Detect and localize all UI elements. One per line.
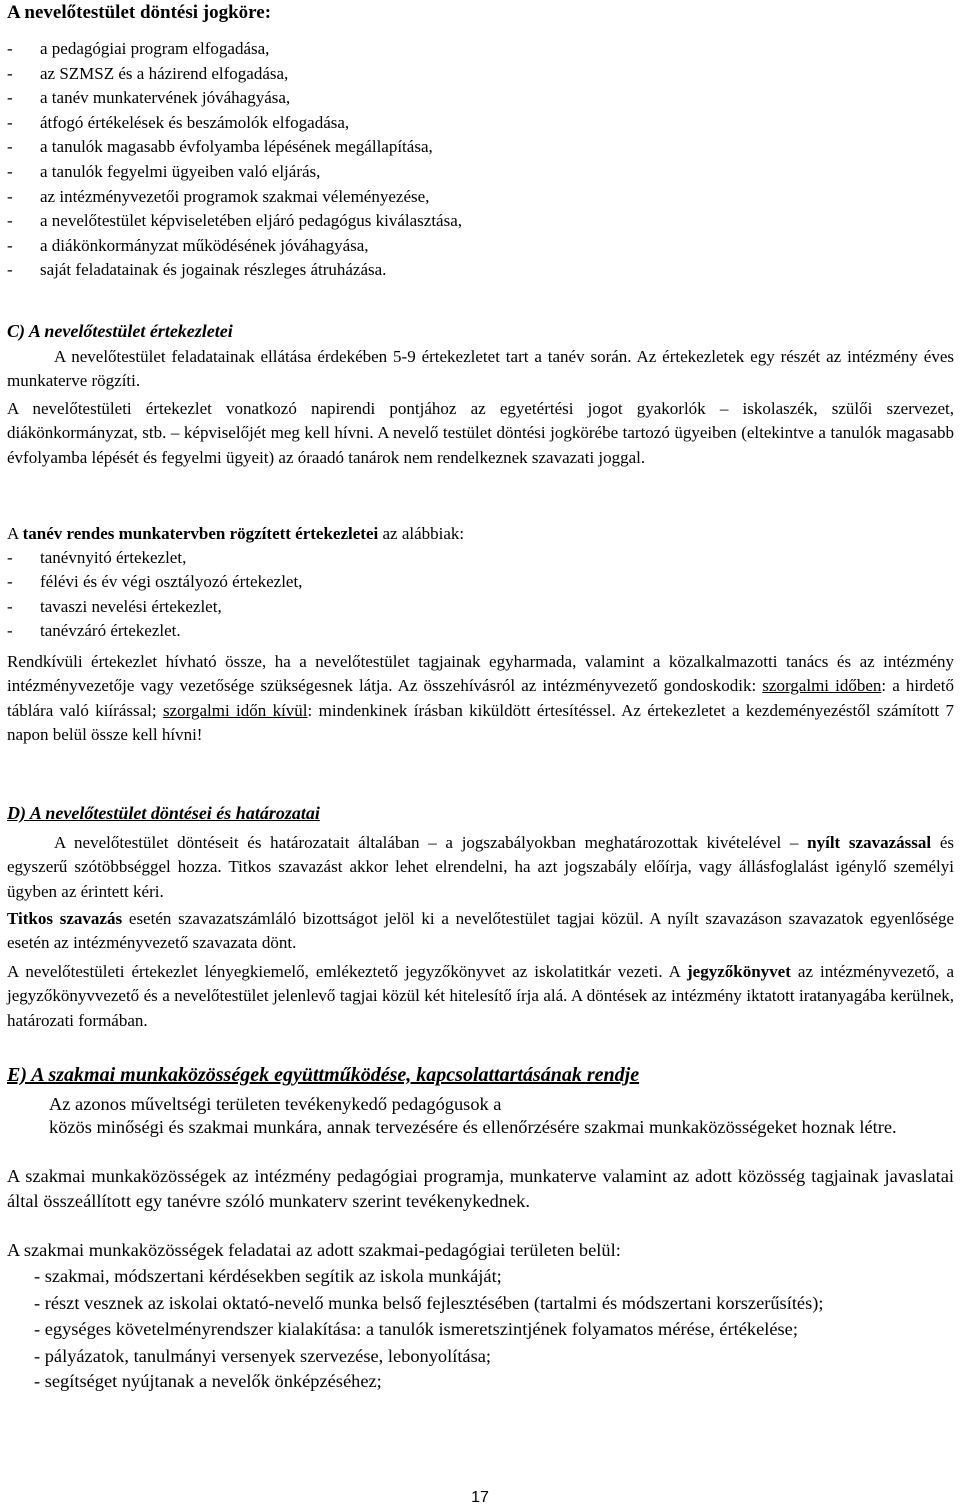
section-c-paragraph-3: A tanév rendes munkatervben rögzített értekezletei az alábbiak:	[7, 524, 465, 543]
section-e-line-1: Az azonos műveltségi területen tevékenykedő pedagógusok a	[49, 1094, 502, 1114]
list-item: - egységes követelményrendszer kialakítása: a tanulók ismeretszintjének folyamatos mérése, értékelése;	[34, 1319, 798, 1340]
list-item: - tavaszi nevelési értekezlet,	[7, 596, 222, 616]
list-item: - tanévzáró értekezlet.	[7, 621, 181, 641]
tasks-list	[7, 1264, 954, 1394]
section-d-title: D) A nevelőtestület döntései és határozatai	[7, 803, 320, 823]
list-item: - segítséget nyújtanak a nevelők önképzéséhez;	[34, 1371, 382, 1392]
meetings-list	[7, 546, 954, 644]
page-number: 17	[471, 1489, 489, 1506]
section-e-paragraph-3: A szakmai munkaközösségek feladatai az adott szakmai-pedagógiai területen belül:	[7, 1240, 621, 1260]
section-e-paragraph-1: közös minőségi és szakmai munkára, annak tervezésére és ellenőrzésére szakmai munkaközösségeket hoznak létre.	[49, 1117, 897, 1137]
list-item: - félévi és év végi osztályozó értekezlet,	[7, 572, 303, 592]
section-c-title: C) A nevelőtestület értekezletei	[7, 321, 233, 341]
decision-rights-heading: A nevelőtestület döntési jogköre:	[7, 2, 272, 23]
list-item: - részt vesznek az iskolai oktató-nevelő munka belső fejlesztésében (tartalmi és módszertani korszerűsítés);	[34, 1292, 824, 1313]
section-d-paragraph-2: Titkos szavazás esetén szavazatszámláló bizottságot jelöl ki a nevelőtestület tagjai közül. A nyílt szavazáson szavazatok egyenlősége esetén az intézményvezető szavazata dönt.	[7, 909, 955, 953]
list-item: - szakmai, módszertani kérdésekben segítik az iskola munkáját;	[34, 1266, 502, 1286]
section-c-paragraph-4: Rendkívüli értekezlet hívható össze, ha a nevelőtestület tagjainak egyharmada, valamint a közalkalmazotti tanács és az intézmény intézményvezetője vagy vezetősége szükségesnek látja. Az összehívásról az intézményvezető gondoskodik: szorgalmi időben: a hirdető táblára való kiírással; szorgalmi időn kívül: mindenkinek írásban kiküldött értesítéssel. Az értekezletet a kezdeményezéstől számított 7 napon belül össze kell hívni!	[7, 652, 955, 745]
section-d-paragraph-3: A nevelőtestületi értekezlet lényegkiemelő, emlékeztető jegyzőkönyvet az iskolatitkár vezeti. A jegyzőkönyvet az intézményvezető, a jegyzőkönyvvezető és a nevelőtestület jelenlevő tagjai közül két hitelesítő írja alá. A döntések az intézmény iktatott iratanyagába kerülnek, határozati formában.	[7, 962, 954, 1030]
section-c-paragraph-2: A nevelőtestületi értekezlet vonatkozó napirendi pontjához az egyetértési jogot gyakorlók – iskolaszék, szülői szervezet, diákönkormányzat, stb. – képviselőjét meg kell hívni. A nevelő testület döntési jogkörébe tartozó ügyeiben (eltekintve a tanulók magasabb évfolyamba lépését és fegyelmi ügyeit) az óraadó tanárok nem rendelkeznek szavazati joggal.	[7, 399, 954, 467]
section-e-paragraph-2: A szakmai munkaközösségek az intézmény pedagógiai programja, munkaterve valamint az adott közösség tagjainak javaslatai által összeállított egy tanévre szóló munkaterv szerint tevékenykednek.	[7, 1166, 954, 1211]
section-c-paragraph-1: A nevelőtestület feladatainak ellátása érdekében 5-9 értekezletet tart a tanév során. Az értekezletek egy részét az intézmény éves munkaterve rögzíti.	[7, 347, 954, 391]
section-d-paragraph-1: A nevelőtestület döntéseit és határozatait általában – a jogszabályokban meghatározottak kivételével – nyílt szavazással és egyszerű szótöbbséggel hozza. Titkos szavazást akkor lehet elrendelni, ha azt jogszabály előírja, vagy állásfoglalást igénylő személyi ügyben az érintett kéri.	[7, 833, 954, 901]
section-e-title: E) A szakmai munkaközösségek együttműködése, kapcsolattartásának rendje	[7, 1064, 640, 1086]
list-item: - tanévnyitó értekezlet,	[7, 548, 187, 567]
list-item: - pályázatok, tanulmányi versenyek szervezése, lebonyolítása;	[34, 1345, 492, 1366]
